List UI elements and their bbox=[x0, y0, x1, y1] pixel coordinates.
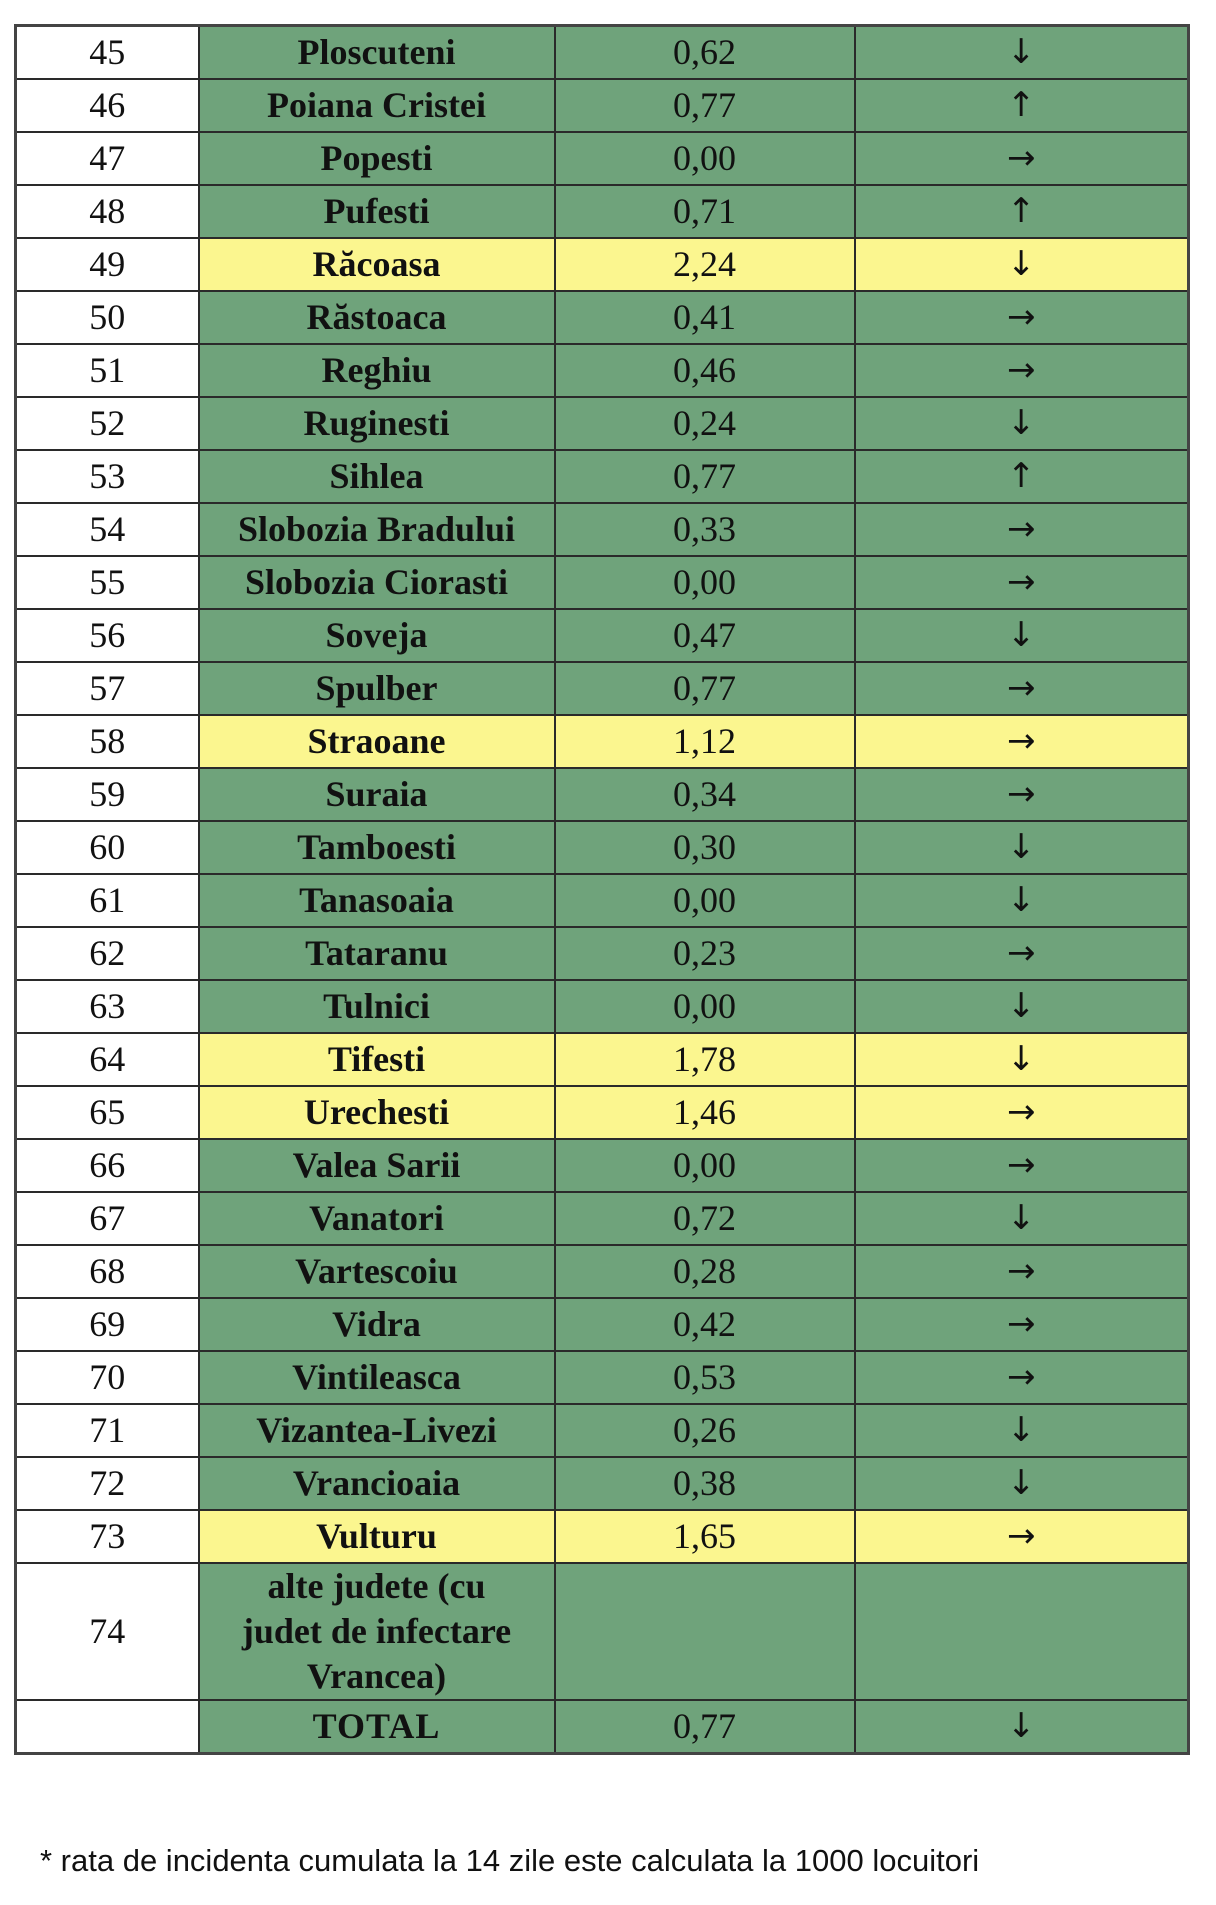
locality-name: Tataranu bbox=[199, 927, 555, 980]
row-number: 48 bbox=[16, 185, 199, 238]
table-row bbox=[16, 927, 1189, 980]
incidence-rate: 1,65 bbox=[555, 1510, 855, 1563]
row-number: 65 bbox=[16, 1086, 199, 1139]
locality-name-line: judet de infectare bbox=[241, 1611, 512, 1651]
row-number bbox=[16, 1700, 199, 1754]
row-number: 68 bbox=[16, 1245, 199, 1298]
table-row bbox=[16, 450, 1189, 503]
row-number: 71 bbox=[16, 1404, 199, 1457]
row-number: 53 bbox=[16, 450, 199, 503]
table-row bbox=[16, 132, 1189, 185]
locality-name-line: Vrancea) bbox=[306, 1656, 447, 1696]
trend-arrow-icon: → bbox=[855, 1298, 1189, 1351]
table-row bbox=[16, 1510, 1189, 1563]
trend-arrow-icon bbox=[855, 1563, 1189, 1700]
row-number: 56 bbox=[16, 609, 199, 662]
locality-name: Suraia bbox=[199, 768, 555, 821]
total-rate: 0,77 bbox=[555, 1700, 855, 1754]
locality-name: Soveja bbox=[199, 609, 555, 662]
trend-arrow-icon: → bbox=[855, 768, 1189, 821]
table-row bbox=[16, 609, 1189, 662]
locality-name: Spulber bbox=[199, 662, 555, 715]
total-label: TOTAL bbox=[199, 1700, 555, 1754]
incidence-rate: 0,77 bbox=[555, 662, 855, 715]
table-row bbox=[16, 1139, 1189, 1192]
trend-arrow-icon: ↓ bbox=[855, 1033, 1189, 1086]
trend-arrow-icon: → bbox=[855, 715, 1189, 768]
table-body bbox=[16, 26, 1189, 1754]
row-number: 69 bbox=[16, 1298, 199, 1351]
locality-name: Ploscuteni bbox=[199, 26, 555, 80]
incidence-rate bbox=[555, 1563, 855, 1700]
locality-name: Reghiu bbox=[199, 344, 555, 397]
locality-name: Tulnici bbox=[199, 980, 555, 1033]
trend-arrow-icon: ↑ bbox=[855, 185, 1189, 238]
locality-name: Sihlea bbox=[199, 450, 555, 503]
row-number: 57 bbox=[16, 662, 199, 715]
incidence-rate: 0,46 bbox=[555, 344, 855, 397]
incidence-rate: 0,30 bbox=[555, 821, 855, 874]
row-number: 66 bbox=[16, 1139, 199, 1192]
incidence-rate: 0,47 bbox=[555, 609, 855, 662]
table-row bbox=[16, 1404, 1189, 1457]
table-row bbox=[16, 1245, 1189, 1298]
row-number: 64 bbox=[16, 1033, 199, 1086]
locality-name: Popesti bbox=[199, 132, 555, 185]
trend-arrow-icon: ↓ bbox=[855, 609, 1189, 662]
trend-arrow-icon: → bbox=[855, 1510, 1189, 1563]
table-row bbox=[16, 26, 1189, 80]
incidence-rate: 0,28 bbox=[555, 1245, 855, 1298]
incidence-rate: 0,00 bbox=[555, 1139, 855, 1192]
trend-arrow-icon: ↑ bbox=[855, 79, 1189, 132]
table-row bbox=[16, 1351, 1189, 1404]
row-number: 61 bbox=[16, 874, 199, 927]
incidence-rate: 0,72 bbox=[555, 1192, 855, 1245]
incidence-rate: 0,00 bbox=[555, 556, 855, 609]
row-number: 50 bbox=[16, 291, 199, 344]
trend-arrow-icon: ↓ bbox=[855, 238, 1189, 291]
trend-arrow-icon: → bbox=[855, 503, 1189, 556]
trend-arrow-icon: ↓ bbox=[855, 1192, 1189, 1245]
row-number: 62 bbox=[16, 927, 199, 980]
incidence-rate: 0,42 bbox=[555, 1298, 855, 1351]
row-number: 73 bbox=[16, 1510, 199, 1563]
table-row bbox=[16, 238, 1189, 291]
trend-arrow-icon: ↓ bbox=[855, 821, 1189, 874]
table-row bbox=[16, 715, 1189, 768]
locality-name bbox=[199, 1563, 555, 1700]
trend-arrow-icon: → bbox=[855, 1086, 1189, 1139]
incidence-rate: 0,77 bbox=[555, 450, 855, 503]
locality-name: Urechesti bbox=[199, 1086, 555, 1139]
locality-name: Ruginesti bbox=[199, 397, 555, 450]
table-row bbox=[16, 821, 1189, 874]
incidence-rate: 0,23 bbox=[555, 927, 855, 980]
row-number: 51 bbox=[16, 344, 199, 397]
locality-name-line: alte judete (cu bbox=[267, 1566, 486, 1606]
trend-arrow-icon: → bbox=[855, 556, 1189, 609]
locality-name: Vartescoiu bbox=[199, 1245, 555, 1298]
trend-arrow-icon: → bbox=[855, 1351, 1189, 1404]
footnote: * rata de incidenta cumulata la 14 zile este calculata la 1000 locuitori bbox=[40, 1843, 980, 1878]
trend-arrow-icon: → bbox=[855, 291, 1189, 344]
incidence-rate: 0,71 bbox=[555, 185, 855, 238]
table-row bbox=[16, 1192, 1189, 1245]
locality-name: Slobozia Ciorasti bbox=[199, 556, 555, 609]
table-row bbox=[16, 768, 1189, 821]
incidence-rate: 1,46 bbox=[555, 1086, 855, 1139]
locality-name: Straoane bbox=[199, 715, 555, 768]
incidence-rate: 1,78 bbox=[555, 1033, 855, 1086]
table-row bbox=[16, 1457, 1189, 1510]
table-row bbox=[16, 1298, 1189, 1351]
row-number: 59 bbox=[16, 768, 199, 821]
incidence-rate: 0,53 bbox=[555, 1351, 855, 1404]
trend-arrow-icon: ↓ bbox=[855, 1404, 1189, 1457]
trend-arrow-icon: ↑ bbox=[855, 450, 1189, 503]
locality-name: Vanatori bbox=[199, 1192, 555, 1245]
table-row bbox=[16, 980, 1189, 1033]
trend-arrow-icon: ↓ bbox=[855, 980, 1189, 1033]
table-row-total bbox=[16, 1700, 1189, 1754]
locality-name: Tanasoaia bbox=[199, 874, 555, 927]
trend-arrow-icon: → bbox=[855, 1139, 1189, 1192]
locality-name: Tamboesti bbox=[199, 821, 555, 874]
table-row bbox=[16, 1033, 1189, 1086]
row-number: 67 bbox=[16, 1192, 199, 1245]
incidence-rate: 1,12 bbox=[555, 715, 855, 768]
row-number: 45 bbox=[16, 26, 199, 80]
row-number: 49 bbox=[16, 238, 199, 291]
trend-arrow-icon: ↓ bbox=[855, 874, 1189, 927]
row-number: 58 bbox=[16, 715, 199, 768]
incidence-rate: 0,00 bbox=[555, 132, 855, 185]
incidence-rate: 0,26 bbox=[555, 1404, 855, 1457]
table-row-other-counties bbox=[16, 1563, 1189, 1700]
incidence-rate: 0,62 bbox=[555, 26, 855, 80]
trend-arrow-icon: ↓ bbox=[855, 1457, 1189, 1510]
locality-name: Vulturu bbox=[199, 1510, 555, 1563]
incidence-rate: 0,38 bbox=[555, 1457, 855, 1510]
row-number: 74 bbox=[16, 1563, 199, 1700]
row-number: 55 bbox=[16, 556, 199, 609]
incidence-table bbox=[14, 24, 1190, 1755]
row-number: 70 bbox=[16, 1351, 199, 1404]
table-row bbox=[16, 874, 1189, 927]
table-row bbox=[16, 662, 1189, 715]
locality-name: Pufesti bbox=[199, 185, 555, 238]
trend-arrow-icon: → bbox=[855, 132, 1189, 185]
trend-arrow-icon: ↓ bbox=[855, 26, 1189, 80]
trend-arrow-icon: → bbox=[855, 1245, 1189, 1298]
incidence-rate: 0,33 bbox=[555, 503, 855, 556]
trend-arrow-icon: → bbox=[855, 344, 1189, 397]
row-number: 54 bbox=[16, 503, 199, 556]
incidence-rate: 0,00 bbox=[555, 980, 855, 1033]
table-row bbox=[16, 291, 1189, 344]
trend-arrow-icon: ↓ bbox=[855, 397, 1189, 450]
locality-name: Poiana Cristei bbox=[199, 79, 555, 132]
incidence-rate: 0,41 bbox=[555, 291, 855, 344]
row-number: 60 bbox=[16, 821, 199, 874]
locality-name: Vizantea-Livezi bbox=[199, 1404, 555, 1457]
locality-name: Slobozia Bradului bbox=[199, 503, 555, 556]
table-row bbox=[16, 397, 1189, 450]
locality-name: Vintileasca bbox=[199, 1351, 555, 1404]
row-number: 47 bbox=[16, 132, 199, 185]
table-row bbox=[16, 79, 1189, 132]
locality-name: Tifesti bbox=[199, 1033, 555, 1086]
incidence-rate: 0,77 bbox=[555, 79, 855, 132]
locality-name: Răstoaca bbox=[199, 291, 555, 344]
table-row bbox=[16, 344, 1189, 397]
table-row bbox=[16, 503, 1189, 556]
trend-arrow-icon: ↓ bbox=[855, 1700, 1189, 1754]
row-number: 72 bbox=[16, 1457, 199, 1510]
table-row bbox=[16, 556, 1189, 609]
locality-name: Vidra bbox=[199, 1298, 555, 1351]
row-number: 46 bbox=[16, 79, 199, 132]
table-row bbox=[16, 185, 1189, 238]
locality-name: Vrancioaia bbox=[199, 1457, 555, 1510]
locality-name: Valea Sarii bbox=[199, 1139, 555, 1192]
trend-arrow-icon: → bbox=[855, 927, 1189, 980]
row-number: 63 bbox=[16, 980, 199, 1033]
row-number: 52 bbox=[16, 397, 199, 450]
locality-name: Răcoasa bbox=[199, 238, 555, 291]
table-row bbox=[16, 1086, 1189, 1139]
incidence-rate: 0,00 bbox=[555, 874, 855, 927]
incidence-rate: 0,34 bbox=[555, 768, 855, 821]
incidence-rate: 2,24 bbox=[555, 238, 855, 291]
incidence-rate: 0,24 bbox=[555, 397, 855, 450]
trend-arrow-icon: → bbox=[855, 662, 1189, 715]
